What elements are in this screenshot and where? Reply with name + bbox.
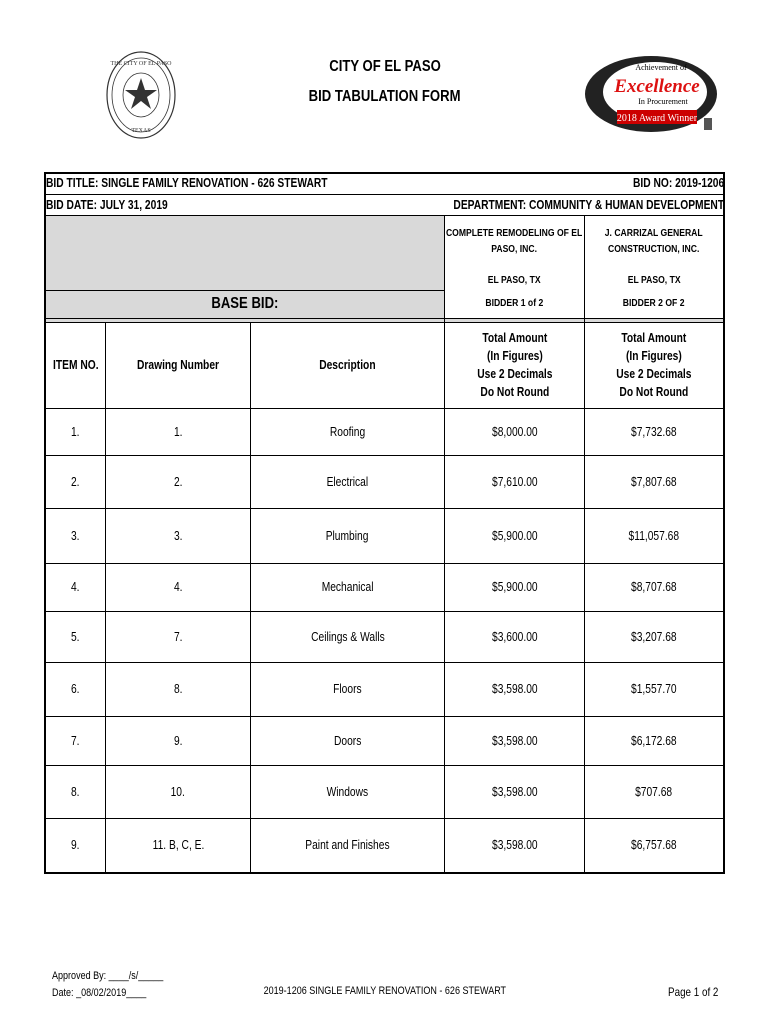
svg-text:Achievement of: Achievement of [635,63,687,72]
bidder-1-city: EL PASO, TX [488,274,541,286]
cell-bidder-1-amount: $3,598.00 [491,733,538,748]
cell-item-no: 3. [71,528,80,543]
cell-item-no: 2. [71,474,80,489]
cell-drawing-number: 4. [173,580,183,594]
col-bidder-1-amount: Total Amount (In Figures) Use 2 Decimals Do Not Round [476,331,553,399]
col-bidder-2-amount: Total Amount (In Figures) Use 2 Decimals Do Not Round [616,331,692,399]
cell-description: Doors [333,733,362,748]
cell-description: Mechanical [321,580,374,594]
bidder-2-label: BIDDER 2 OF 2 [623,297,685,309]
header-gray-area [46,216,444,290]
cell-bidder-1-amount: $3,598.00 [491,838,538,852]
svg-text:TEXAS: TEXAS [131,128,151,134]
footer-title: 2019-1206 SINGLE FAMILY RENOVATION - 626 STEWART [263,985,507,997]
col-description: Description [319,358,376,372]
cell-description: Electrical [326,474,369,489]
cell-bidder-1-amount: $7,610.00 [491,474,538,489]
cell-item-no: 4. [71,580,80,594]
cell-item-no: 6. [71,682,80,696]
bidder-1-label: BIDDER 1 of 2 [485,297,544,309]
cell-drawing-number: 8. [173,682,183,696]
cell-bidder-1-amount: $3,598.00 [491,682,538,696]
cell-item-no: 9. [71,838,80,852]
bid-number: BID NO: 2019-1206 [632,176,724,190]
svg-text:In Procurement: In Procurement [638,97,688,106]
cell-drawing-number: 10. [170,784,186,799]
bid-title: BID TITLE: SINGLE FAMILY RENOVATION - 626 STEWART [46,176,328,190]
cell-bidder-2-amount: $1,557.70 [631,682,677,696]
cell-item-no: 1. [71,424,80,439]
col-item-no: ITEM NO. [52,358,99,372]
cell-description: Paint and Finishes [305,838,390,852]
cell-bidder-1-amount: $8,000.00 [491,424,538,439]
cell-description: Ceilings & Walls [310,629,385,644]
page-title: CITY OF EL PASO [329,58,441,75]
cell-item-no: 8. [71,784,80,799]
svg-text:2018 Award Winner: 2018 Award Winner [616,113,698,124]
cell-item-no: 5. [71,629,80,644]
cell-bidder-2-amount: $707.68 [635,784,673,799]
svg-text:Excellence: Excellence [614,76,700,97]
cell-drawing-number: 2. [173,474,183,489]
cell-bidder-1-amount: $3,598.00 [491,784,538,799]
page-subtitle: BID TABULATION FORM [309,88,461,105]
cell-item-no: 7. [71,733,80,748]
page-number: Page 1 of 2 [667,985,718,999]
cell-drawing-number: 7. [173,629,183,644]
cell-bidder-2-amount: $7,732.68 [631,424,677,439]
cell-description: Windows [326,784,369,799]
department: DEPARTMENT: COMMUNITY & HUMAN DEVELOPMENT [453,198,724,212]
bidder-2-name: J. CARRIZAL GENERAL CONSTRUCTION, INC. [605,227,703,255]
approved-by: Approved By: ____/s/_____ [52,970,164,982]
approval-date: Date: _08/02/2019____ [52,987,147,999]
cell-drawing-number: 1. [173,424,183,439]
cell-bidder-2-amount: $11,057.68 [628,528,680,543]
col-drawing-number: Drawing Number [136,358,219,372]
cell-bidder-2-amount: $8,707.68 [631,580,677,594]
cell-drawing-number: 9. [173,733,183,748]
cell-description: Plumbing [326,528,369,543]
cell-drawing-number: 3. [173,528,183,543]
cell-bidder-1-amount: $3,600.00 [491,629,538,644]
cell-description: Roofing [329,424,366,439]
bidder-2-city: EL PASO, TX [627,274,681,286]
svg-text:THE CITY OF EL PASO: THE CITY OF EL PASO [110,61,172,67]
cell-drawing-number: 11. B, C, E. [152,838,204,852]
cell-bidder-1-amount: $5,900.00 [491,580,538,594]
cell-bidder-1-amount: $5,900.00 [491,528,538,543]
cell-description: Floors [333,682,362,696]
cell-bidder-2-amount: $3,207.68 [631,629,677,644]
bidder-1-name: COMPLETE REMODELING OF EL PASO, INC. [446,227,583,255]
cell-bidder-2-amount: $7,807.68 [631,474,677,489]
cell-bidder-2-amount: $6,172.68 [631,733,677,748]
base-bid-label: BASE BID: [211,295,279,312]
cell-bidder-2-amount: $6,757.68 [631,838,677,852]
bid-date: BID DATE: JULY 31, 2019 [46,198,168,212]
